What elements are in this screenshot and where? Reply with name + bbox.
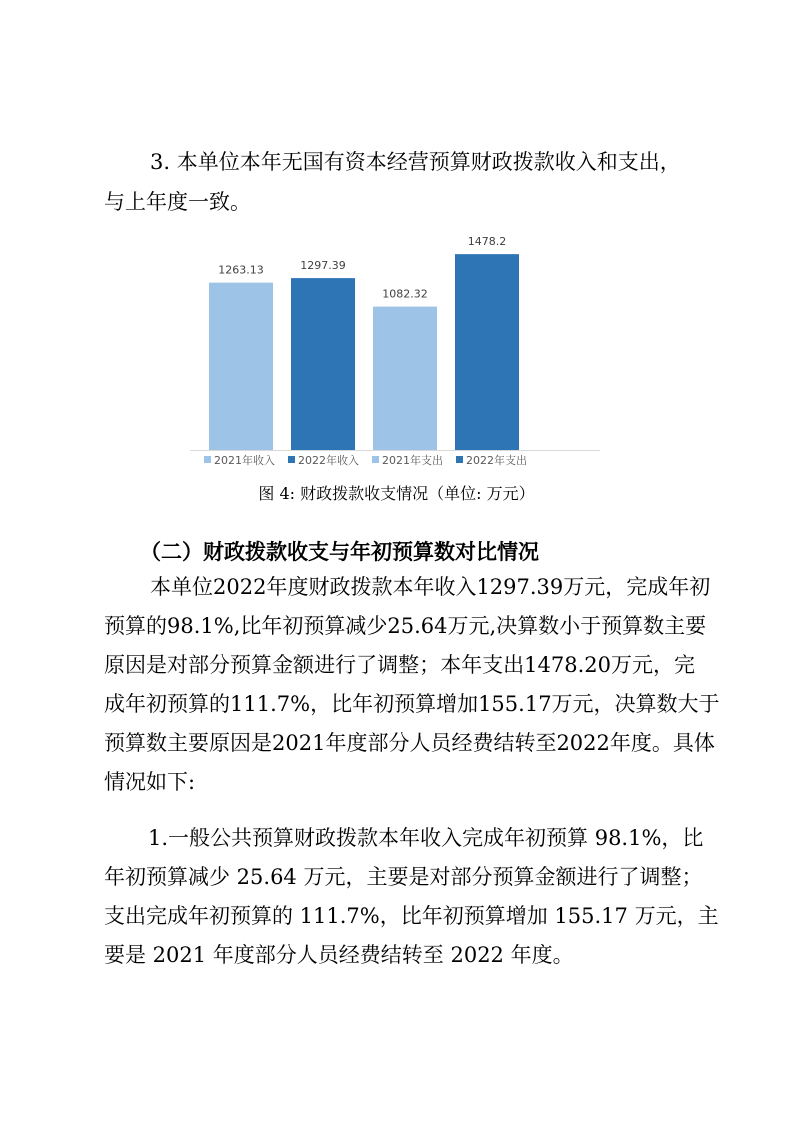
bar-value-label: 1297.39 <box>300 259 346 273</box>
section-paragraph-line: 预算数主要原因是2021年度部分人员经费结转至2022年度。具体 <box>104 731 715 755</box>
item-1-line: 1.一般公共预算财政拨款本年收入完成年初预算 98.1%，比 <box>148 826 704 850</box>
section-paragraph-line: 原因是对部分预算金额进行了调整；本年支出1478.20万元，完 <box>104 653 695 677</box>
section-paragraph-line: 本单位2022年度财政拨款本年收入1297.39万元，完成年初 <box>150 575 711 599</box>
bar-2 <box>291 278 355 450</box>
item-1-line: 支出完成年初预算的 111.7%，比年初预算增加 155.17 万元，主 <box>104 904 719 928</box>
legend-label: 2022年收入 <box>298 454 359 467</box>
bar-value-label: 1478.2 <box>467 235 507 249</box>
section-paragraph-line: 预算的98.1%,比年初预算减少25.64万元,决算数小于预算数主要 <box>104 614 707 638</box>
legend-swatch <box>204 456 211 463</box>
legend-label: 2021年支出 <box>382 454 443 467</box>
bar-4 <box>455 254 519 450</box>
figure-caption: 图 4: 财政拨款收支情况（单位: 万元） <box>258 484 535 503</box>
item-1-line: 年初预算减少 25.64 万元，主要是对部分预算金额进行了调整； <box>104 865 703 889</box>
legend-label: 2022年支出 <box>466 454 527 467</box>
section-heading: （二）财政拨款收支与年初预算数对比情况 <box>140 539 539 564</box>
paragraph-3-line-2: 与上年度一致。 <box>104 190 251 214</box>
paragraph-3-line-1: 3. 本单位本年无国有资本经营预算财政拨款收入和支出， <box>150 150 681 174</box>
bar-value-label: 1263.13 <box>218 263 264 277</box>
legend-swatch <box>372 456 379 463</box>
legend-label: 2021年收入 <box>214 454 275 467</box>
legend-swatch <box>456 456 463 463</box>
legend-swatch <box>288 456 295 463</box>
bar-chart <box>190 228 600 478</box>
bar-1 <box>209 283 273 450</box>
bar-value-label: 1082.32 <box>382 287 428 301</box>
section-paragraph-line: 情况如下: <box>104 770 196 794</box>
bar-3 <box>373 307 437 450</box>
section-paragraph-line: 成年初预算的111.7%，比年初预算增加155.17万元，决算数大于 <box>104 692 720 716</box>
item-1-line: 要是 2021 年度部分人员经费结转至 2022 年度。 <box>104 943 574 967</box>
